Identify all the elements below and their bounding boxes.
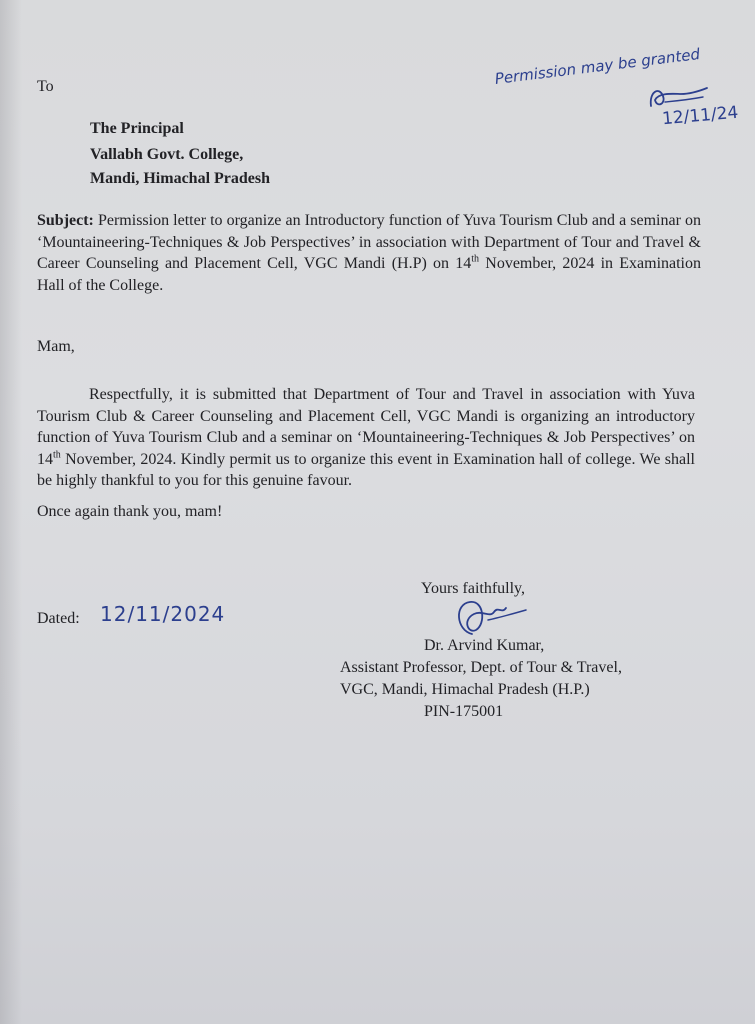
- recipient-college: Vallabh Govt. College,: [90, 146, 244, 163]
- salutation: Mam,: [37, 338, 75, 355]
- recipient-location: Mandi, Himachal Pradesh: [90, 170, 271, 187]
- body-ordinal: th: [53, 449, 61, 461]
- subject-label: Subject:: [37, 212, 94, 229]
- page-edge-shadow: [0, 0, 22, 1024]
- body-text-end: November, 2024. Kindly permit us to organize this event in Examination hall of college. We shall be highly thankful to you for this genuine favour.: [37, 450, 695, 489]
- signatory-name: Dr. Arvind Kumar,: [424, 637, 545, 654]
- subject-ordinal: th: [471, 253, 480, 265]
- author-signature: [450, 596, 530, 640]
- recipient-title: The Principal: [90, 120, 184, 137]
- subject-text-end: November, 2024 in Examination Hall of the College.: [37, 255, 702, 294]
- closing-line: Yours faithfully,: [421, 580, 526, 597]
- approval-note-handwriting: Permission may be granted: [493, 44, 701, 88]
- subject-paragraph: [37, 210, 701, 296]
- to-label: To: [37, 78, 54, 95]
- dated-label: Dated:: [37, 610, 80, 627]
- subject-text: Permission letter to organize an Introductory function of Yuva Tourism Club and a seminar on ‘Mountaineering-Techniques & Job Perspectives’ in association with Department of Tour and Travel & Career Counseling and Placement Cell, VGC Mandi (H.P) on 14: [37, 212, 702, 272]
- thanks-line: Once again thank you, mam!: [37, 503, 223, 520]
- signatory-address: VGC, Mandi, Himachal Pradesh (H.P.): [340, 681, 590, 698]
- dated-value-handwriting: 12/11/2024: [100, 602, 226, 626]
- signatory-designation: Assistant Professor, Dept. of Tour & Travel,: [340, 659, 622, 676]
- body-text: Respectfully, it is submitted that Department of Tour and Travel in association with Yuva Tourism Club & Career Counseling and Placement Cell, VGC Mandi is organizing an introductory function of Yuva Tourism Club and a seminar on ‘Mountaineering-Techniques & Job Perspectives’ on 14: [37, 386, 695, 468]
- body-paragraph: [37, 384, 695, 492]
- approval-date-handwriting: 12/11/24: [661, 102, 740, 130]
- signatory-pin: PIN-175001: [424, 703, 504, 720]
